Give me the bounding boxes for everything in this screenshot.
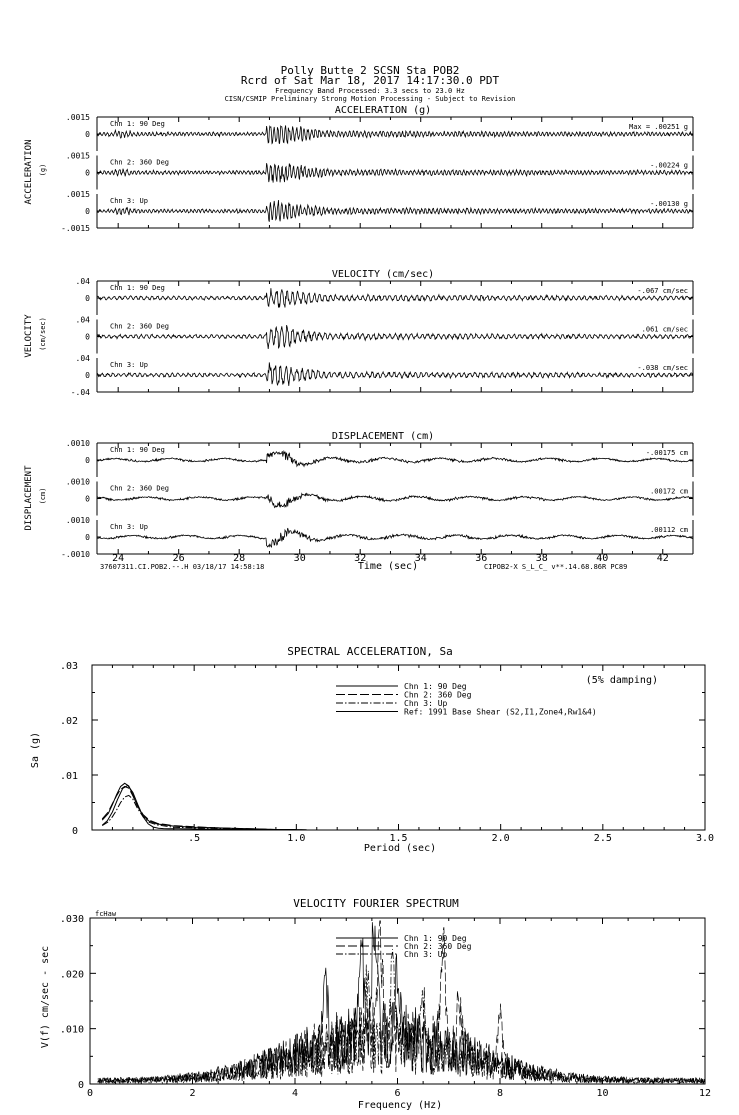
- channel-peak-value: -.038 cm/sec: [637, 364, 688, 372]
- sa-series-line: [102, 795, 296, 829]
- time-tick-label: 32: [354, 553, 367, 564]
- sa-x-tick-label: 3.0: [695, 833, 715, 844]
- sa-x-tick-label: 1.0: [287, 833, 306, 844]
- fs-x-tick-label: 0: [86, 1088, 94, 1099]
- sa-legend-label: Chn 3: Up: [404, 699, 448, 708]
- fs-y-tick-label: .030: [59, 914, 84, 925]
- channel-waveform: [97, 125, 693, 143]
- y-tick-label: .0010: [65, 477, 90, 487]
- panel-title: ACCELERATION (g): [334, 105, 432, 116]
- time-tick-label: 38: [535, 553, 548, 564]
- y-tick-label: -.0015: [61, 224, 90, 233]
- y-tick-label: 0: [85, 130, 90, 139]
- panel-ylabel-unit: (cm): [39, 487, 47, 505]
- fs-x-tick-label: 8: [496, 1088, 504, 1099]
- channel-label: Chn 3: Up: [110, 197, 148, 205]
- processing-note: CISN/CSMIP Preliminary Strong Motion Processing - Subject to Revision: [224, 95, 516, 103]
- fs-x-tick-label: 2: [189, 1088, 196, 1099]
- y-tick-label: 0: [85, 168, 90, 178]
- fs-y-tick-label: 0: [77, 1080, 84, 1091]
- channel-trace-group: [76, 277, 693, 315]
- sa-y-tick-label: .03: [59, 661, 78, 672]
- sa-legend-label: Chn 1: 90 Deg: [404, 682, 467, 691]
- y-tick-label: .04: [75, 277, 90, 286]
- report-header: [225, 64, 516, 103]
- channel-waveform: [97, 362, 693, 386]
- sa-x-tick-label: 2.5: [593, 833, 612, 844]
- sa-reference-line: [102, 785, 306, 829]
- sa-x-tick-label: 1.5: [389, 833, 408, 844]
- sa-y-tick-label: .02: [59, 716, 78, 727]
- time-tick-label: 40: [596, 553, 609, 564]
- time-tick-label: 34: [414, 553, 427, 564]
- channel-label: Chn 3: Up: [110, 523, 148, 531]
- panel-ylabel-unit: (cm/sec): [39, 317, 47, 351]
- panel-ylabel: DISPLACEMENT: [24, 465, 34, 531]
- channel-waveform: [97, 200, 693, 222]
- sa-series-line: [102, 787, 296, 830]
- y-tick-label: -.0010: [61, 550, 90, 559]
- y-tick-label: 0: [85, 207, 90, 216]
- channel-peak-value: -.00130 g: [650, 200, 688, 208]
- sa-y-tick-label: .01: [59, 771, 78, 782]
- channel-trace-group: [66, 152, 693, 190]
- fs-x-tick-label: 10: [596, 1088, 609, 1099]
- spectral-acceleration-chart: [30, 645, 714, 854]
- fs-chart-title: VELOCITY FOURIER SPECTRUM: [293, 897, 459, 910]
- channel-label: Chn 2: 360 Deg: [110, 322, 170, 331]
- sa-legend-label: Ref: 1991 Base Shear (S2,I1,Zone4,Rw1&4): [404, 707, 597, 717]
- fs-y-tick-label: .010: [59, 1024, 84, 1036]
- sa-damping-note: (5% damping): [585, 675, 658, 686]
- y-tick-label: .04: [75, 315, 90, 325]
- station-title: Polly Butte 2 SCSN Sta POB2: [280, 64, 460, 77]
- time-series-panels: [24, 105, 693, 559]
- time-tick-label: 42: [656, 553, 669, 564]
- channel-peak-value: -.067 cm/sec: [637, 287, 688, 295]
- y-tick-label: 0: [85, 371, 90, 380]
- fs-legend-label: Chn 2: 360 Deg: [404, 942, 472, 951]
- processing-id-note: CIPOB2-X S_L_C_ v**.14.68.86R PC89: [484, 563, 628, 571]
- y-tick-label: .04: [75, 354, 90, 363]
- sa-chart-xlabel: Period (sec): [363, 843, 437, 854]
- y-tick-label: -.04: [70, 388, 90, 397]
- fs-x-tick-label: 12: [698, 1088, 712, 1099]
- panel-acceleration: [24, 105, 693, 233]
- panel-displacement: [24, 431, 693, 559]
- y-tick-label: 0: [85, 332, 90, 342]
- fs-x-tick-label: 6: [394, 1088, 401, 1099]
- channel-label: Chn 3: Up: [110, 361, 148, 369]
- channel-waveform: [97, 493, 693, 507]
- record-id-note: 37607311.CI.POB2.--.H 03/18/17 14:58:18: [100, 563, 265, 571]
- y-tick-label: 0: [85, 494, 90, 504]
- panel-ylabel: VELOCITY: [24, 314, 34, 358]
- y-tick-label: .0015: [65, 190, 90, 199]
- y-tick-label: 0: [85, 456, 90, 465]
- channel-peak-value: Max = .00251 g: [628, 123, 688, 131]
- fs-x-tick-label: 4: [291, 1088, 299, 1099]
- channel-waveform: [97, 451, 693, 466]
- y-tick-label: .0015: [65, 151, 90, 161]
- time-tick-label: 26: [172, 553, 185, 564]
- channel-trace-group: [66, 478, 693, 516]
- y-tick-label: .0010: [65, 439, 90, 448]
- y-tick-label: .0010: [65, 516, 90, 525]
- channel-peak-value: .061 cm/sec: [641, 325, 688, 334]
- frequency-band-note: Frequency Band Processed: 3.3 secs to 23.0 Hz: [275, 87, 465, 95]
- time-tick-label: 36: [475, 553, 488, 564]
- velocity-fourier-spectrum-chart: [40, 897, 711, 1111]
- channel-peak-value: -.00175 cm: [645, 449, 688, 457]
- panel-title: VELOCITY (cm/sec): [331, 269, 435, 280]
- sa-y-tick-label: 0: [71, 826, 78, 837]
- panel-velocity: [24, 269, 693, 397]
- sa-legend-label: Chn 2: 360 Deg: [404, 690, 472, 700]
- fs-corner-label: fcHaw: [95, 910, 117, 918]
- sa-chart-title: SPECTRAL ACCELERATION, Sa: [287, 645, 453, 658]
- y-tick-label: 0: [85, 533, 90, 542]
- fs-chart-ylabel: V(f) cm/sec - sec: [40, 945, 51, 1049]
- panel-ylabel-unit: (g): [39, 163, 47, 177]
- panel-ylabel: ACCELERATION: [24, 139, 34, 205]
- sa-chart-ylabel: Sa (g): [30, 731, 41, 769]
- y-tick-label: .0015: [65, 113, 90, 122]
- channel-trace-group: [76, 316, 693, 354]
- panel-title: DISPLACEMENT (cm): [331, 431, 435, 442]
- channel-waveform: [97, 163, 693, 182]
- channel-peak-value: .00172 cm: [650, 487, 688, 496]
- sa-x-tick-label: 2.0: [491, 833, 510, 844]
- fs-y-tick-label: .020: [59, 969, 84, 981]
- channel-peak-value: -.00224 g: [650, 161, 688, 170]
- fs-plot-frame: [90, 918, 705, 1084]
- time-tick-label: 30: [293, 553, 306, 564]
- fs-legend-label: Chn 3: Up: [404, 950, 448, 959]
- time-tick-label: 28: [233, 553, 246, 564]
- channel-waveform: [97, 288, 693, 307]
- record-title: Rcrd of Sat Mar 18, 2017 14:17:30.0 PDT: [240, 74, 500, 87]
- time-axis: [100, 553, 669, 572]
- sa-plot-frame: [92, 665, 705, 830]
- channel-waveform: [97, 528, 693, 547]
- channel-label: Chn 1: 90 Deg: [110, 284, 165, 292]
- channel-label: Chn 2: 360 Deg: [110, 158, 170, 167]
- channel-trace-group: [66, 113, 693, 151]
- channel-label: Chn 1: 90 Deg: [110, 446, 165, 454]
- channel-waveform: [97, 322, 693, 349]
- fs-chart-xlabel: Frequency (Hz): [357, 1100, 443, 1111]
- sa-x-tick-label: .5: [188, 833, 201, 844]
- y-tick-label: 0: [85, 294, 90, 303]
- channel-trace-group: [66, 439, 693, 477]
- time-axis-label: Time (sec): [357, 561, 419, 572]
- channel-label: Chn 2: 360 Deg: [110, 484, 170, 493]
- fs-legend-label: Chn 1: 90 Deg: [404, 934, 467, 943]
- time-tick-label: 24: [112, 553, 125, 564]
- channel-label: Chn 1: 90 Deg: [110, 120, 165, 128]
- channel-peak-value: .00112 cm: [650, 526, 688, 534]
